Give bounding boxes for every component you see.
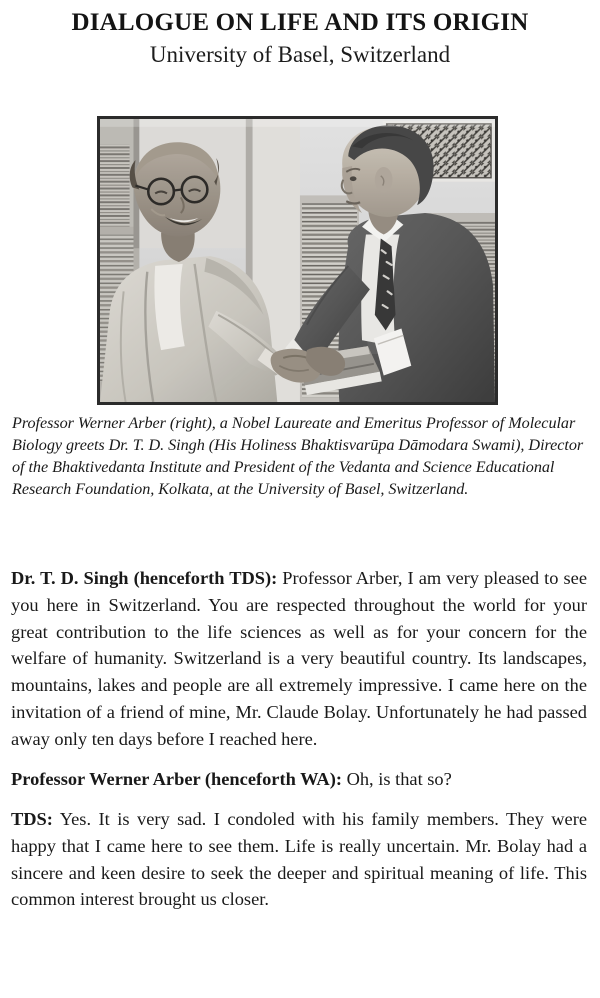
dialogue-body — [11, 565, 587, 913]
page-title: DIALOGUE ON LIFE AND ITS ORIGIN — [71, 9, 529, 36]
dialogue-paragraph — [11, 766, 587, 793]
photo-caption: Professor Werner Arber (right), a Nobel Laureate and Emeritus Professor of Molecular Biology greets Dr. T. D. Singh (His Holiness Bhaktisvarūpa Dāmodara Swami), Director of the Bhaktivedanta Institute and President of the Vedanta and Science Educational Research Foundation, Kolkata, at the University of Basel, Switzerland. — [12, 414, 584, 499]
dialogue-paragraph — [11, 806, 587, 913]
speaker-label-tds-intro: Dr. T. D. Singh (henceforth TDS): — [11, 568, 278, 588]
photograph-image — [100, 119, 495, 402]
dialogue-text: Oh, is that so? — [341, 769, 452, 790]
page-subtitle: University of Basel, Switzerland — [149, 42, 451, 67]
dialogue-text: Yes. It is very sad. I condoled with his family members. They were happy that I came here to see them. Life is really uncertain. Mr. Bolay had a sincere and keen desire to seek the deeper and spiritual meaning of life. This common interest brought us closer. — [11, 809, 587, 910]
speaker-label-tds: TDS: — [11, 809, 53, 830]
document-page — [0, 9, 600, 998]
photograph — [97, 116, 498, 405]
dialogue-paragraph — [11, 565, 587, 752]
dialogue-text: Professor Arber, I am very pleased to see you here in Switzerland. You are respected throughout the world for your great contribution to the life sciences as well as for your concern for the welfare of humanity. Switzerland is a very beautiful country. Its landscapes, mountains, lakes and people are all extremely impressive. I came here on the invitation of a friend of mine, Mr. Claude Bolay. Unfortunately he had passed away only ten days before I reached here. — [11, 568, 587, 749]
speaker-label-wa-intro: Professor Werner Arber (henceforth WA): — [11, 769, 342, 790]
